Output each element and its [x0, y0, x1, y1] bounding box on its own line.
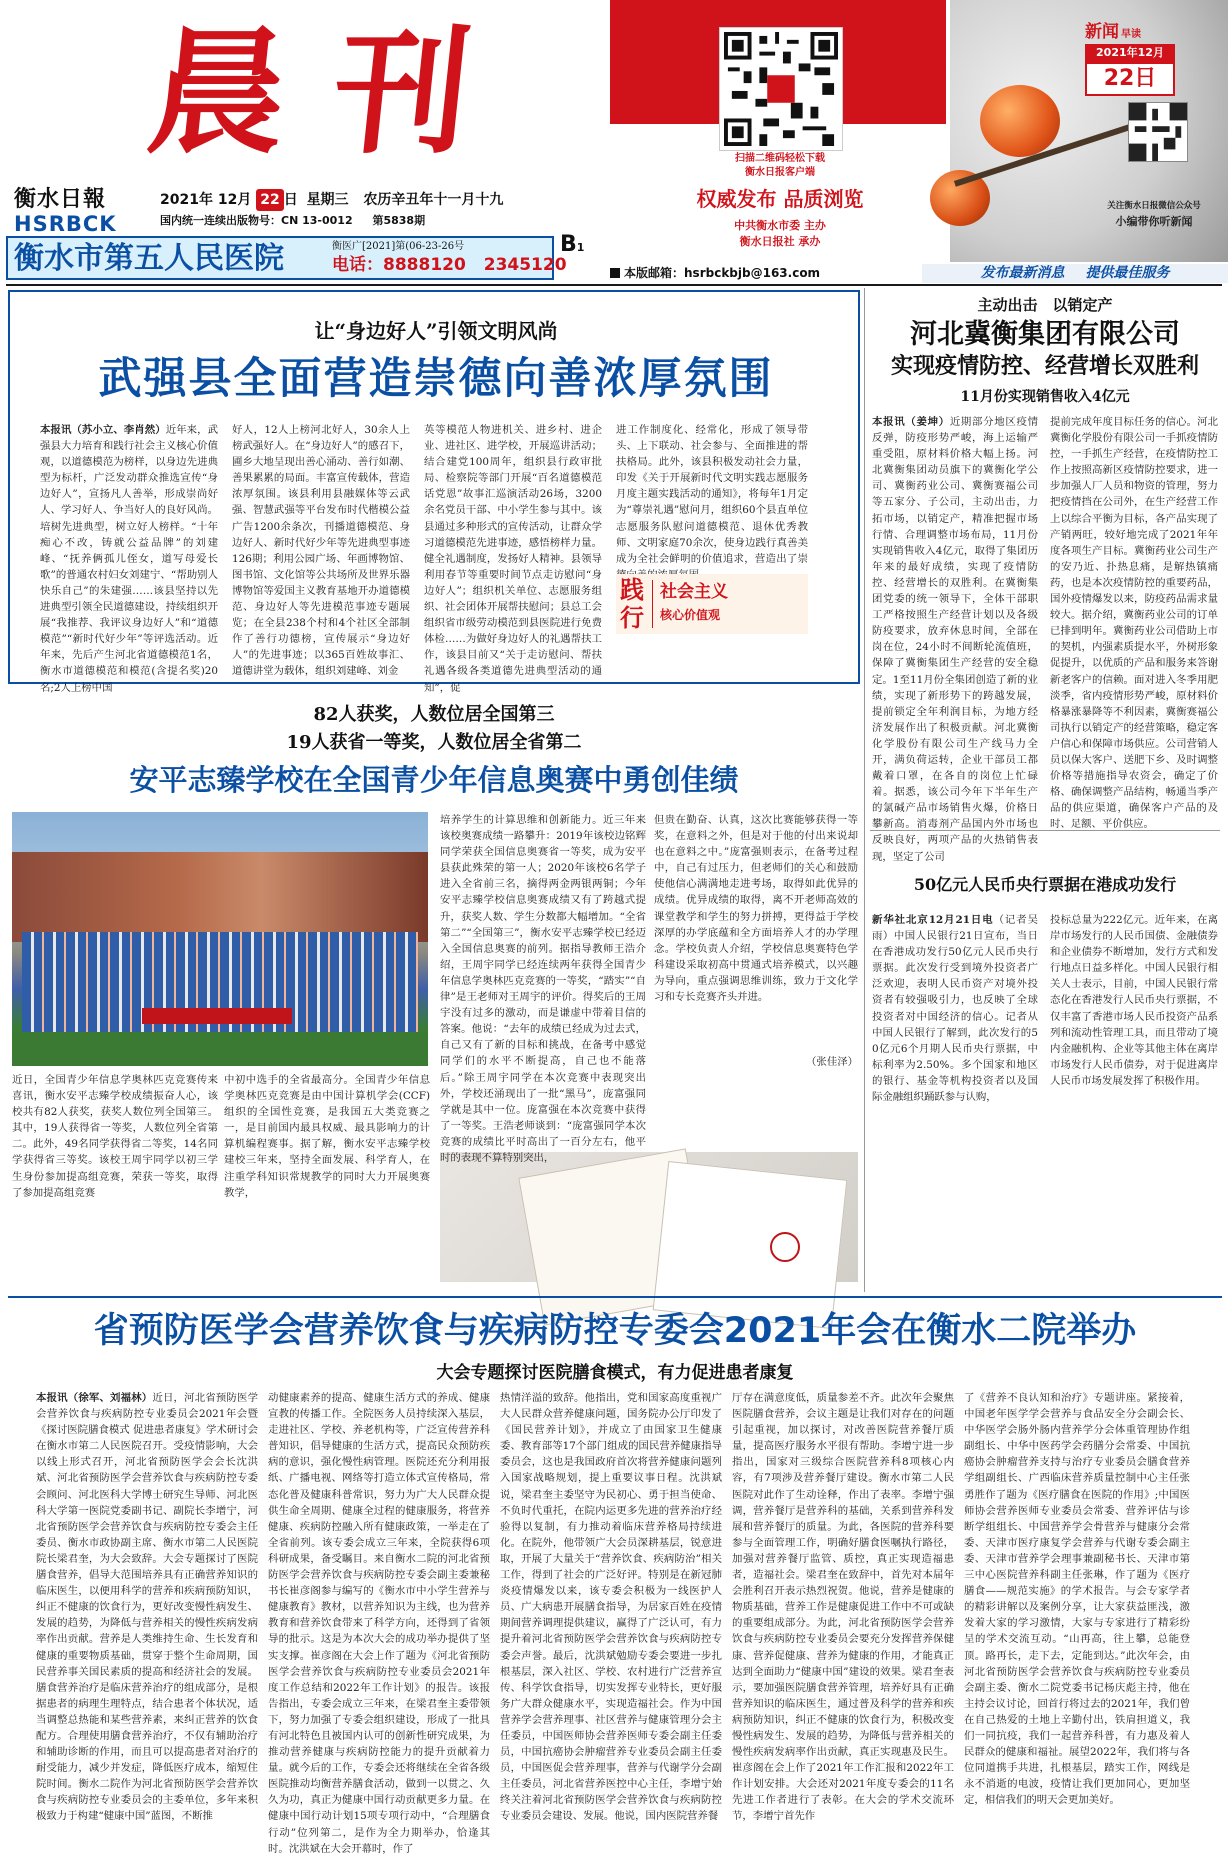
article1-col-4: 进工作制度化、经常化，形成了领导带头、上下联动、社会参与、全面推进的帮扶格局。此外，该县积极发动社会力量，印发《关于开展新时代文明实践志愿服务月度主题实践活动的通知》，将每年1月定为“尊崇礼遇”慰问月，组织60个县直单位志愿服务队慰问道德模范、退休优秀教师、文明家庭70余次，使身边践行真善美成为全社会鲜明的价值追求，营造出了崇	[616, 424, 808, 565]
promo-photo	[950, 0, 1228, 262]
article2-kicker: 主动出击 以销定产	[977, 296, 1113, 314]
article3-col-D: 但贵在勤奋、认真，这次比赛能够获得一等奖，在意料之外，但是对于他的付出来说却也在意料之中。”庞富强则表示，在备考过程中，自己有过压力，但老师们的关心和鼓励使他信心满满地走进考场，取得如此优异的成绩。优异成绩的取得，离不开老师高效的课堂教学和学生的努力拼搏，更得益于学校深厚的办学底蕴和全方面培养人才的办学理念。学校负责人介绍，学校信息奥赛特色学科建设采取初高中贯通式培养模式，以兴趣为导向，重点强调思维训练，致力于文化学习和专长竞赛齐头并进。	[654, 814, 858, 1004]
article-wuqiang	[8, 290, 860, 694]
divider-vertical	[864, 288, 865, 1292]
masthead-rule	[6, 284, 1222, 286]
hospital-ad	[6, 236, 567, 280]
promo-caption: 关注衡水日报微信公众号	[1107, 201, 1201, 211]
article5-lead: 本报讯（徐军、刘福林）	[36, 1392, 153, 1404]
qr-caption: 扫描二维码轻松下载 衡水日报客户端	[735, 153, 825, 178]
issue-number: 第5838期	[372, 214, 426, 227]
photo-credit: （张佳泽）	[806, 1056, 858, 1068]
article5-headline: 省预防医学会营养饮食与疾病防控专委会2021年会在衡水二院举办	[93, 1311, 1137, 1351]
date-month: 12	[217, 192, 238, 208]
date-year: 2021	[160, 192, 199, 208]
article3-col-B: 中初中选手的全省最高分。全国青少年信息学奥林匹克竞赛是由中国计算机学会(CCF)组织的全国性竞赛，是我国五大类竞赛之一，是目前国内最具权威、最具影响力的计算机编程赛事。据了解，衡水安平志臻学校建校三年来，坚持全面发展、科学育人，在注重学科知识常规教学的同时大力开展奥赛教学，	[224, 1074, 430, 1199]
promo-footer: 发布最新消息 提供最佳服务	[922, 264, 1228, 283]
photo-building	[12, 852, 428, 942]
hospital-name: 衡水市第五人民医院	[14, 241, 284, 276]
article2-headline-2: 实现疫情防控、经营增长双胜利	[890, 354, 1199, 379]
article5-subhead: 大会专题探讨医院膳食模式，有力促进患者康复	[436, 1363, 794, 1383]
article1-col-2: 好人，12人上榜河北好人，30余人上榜武强好人。在“身边好人”的感召下，圃乡大地呈现出善心涌动、善行如潮、善果累累的局面。丰富宣传载体，营造浓厚氛围。该县利用县融媒体等云武强、智慧武强等平台发布时代楷模公益广告1200余条次，刊播道德模范、身边好人、新时代好少年等先进典型事迹126期；利用公园广场、年画博物馆、图书馆、文化馆等公共场所及世界乐器博物馆等爱国主义教育基地开办道德模范、身边好人等先进模范事迹专题展览；在全县238个村和4个社区全部制作了善行功德榜，宣传展示“身边好人”的先进事迹；以365百姓故事汇、道德讲堂为载体，组织刘建峰、刘金	[232, 424, 410, 678]
article3-kicker-1: 82人获奖，人数位居全国第三	[313, 704, 555, 725]
paper-abbr: HSRBCK	[14, 212, 117, 236]
article-jiheng	[868, 290, 1222, 863]
article3-col-C: 培养学生的计算思维和创新能力。近三年来该校奥赛成绩一路攀升：2019年该校边铭辉同学荣获全国信息奥赛省一等奖，成为安平县获此殊荣的第一人；2020年该校6名学子进入全省前三名，摘得两金两银两铜；今年安平志臻学校信息奥赛成绩又有了跨越式提升，获奖人数、学生分数都大幅增加。“全省第二”“全国第三”，衡水安平志臻学校已经迈入全国信息奥赛的前列。据指导教师王浩介绍，王周宇同学已经连续两年获得全国青少年信息学奥林匹克竞赛的一等奖，“踏实”“自律”是王老师对王周宇的评价。得奖后的王周宇没有过多的激动，而是谦虚中带着目信的答案。他说：“去年的成绩已经成为过去式，自己又有了新的目标和挑战，在备考中感觉同学们的水平不断提高，自己也不能落后。”除王周宇同学在本次竞赛中表现突出外，学校还涌现出了一批“黑马”，庞富强同学就是其中一位。庞富强在本次竞赛中获得了一等奖。王浩老师谈到：“庞富强同学本次竞赛的成绩比平时高出了一百分左右，他平时的表现不算特别突出，	[440, 814, 646, 1164]
article4-headline: 50亿元人民币央行票据在港成功发行	[913, 875, 1177, 894]
award-group-photo	[12, 812, 428, 1066]
date-day: 22	[256, 189, 283, 211]
persimmon-fruit	[980, 85, 1060, 157]
article3-kicker-2: 19人获省一等奖，人数位居全省第二	[286, 732, 582, 753]
qr-pattern	[724, 32, 838, 146]
article5-col-1: 本报讯（徐军、刘福林）近日，河北省预防医学会营养饮食与疾病防控专业委员会2021年会暨《探讨医院膳食模式 促进患者康复》学术研讨会在衡水市第二人民医院召开。受疫情影响，大会以线上形式召开，河北省预防医学会会长沈洪斌、河北省预防医学会营养饮食与疾病防控专委会顾问、河北医科大学博士研究生导师、河北医科大学第一医院党委副书记、副院长李增宁，河北省预防医学会营养饮食与疾病防控专委会主任委员、衡水市政协副主席、衡水市第二人民医院院长梁君奎，为大会致辞。大会专题探讨了医院膳食营养，倡导大范围培养具有正确营养知识的临床医生，以便用科学的营养和疾病预防知识，纠正不健康的饮食行为，更好改变慢性病发生、发展的趋势，为降低与营养相关的慢性疾病发病率作出贡献。营养是人类维持生命、生长发育和健康的重要物质基础，贯穿于整个生命周期，国民营养事关国民素质的提高和经济社会的发展。膳食营养治疗是临床营养治疗的组成部分，是根据患者的病理生理特点，结合患者个体状况，适当调整总热能和某些营养素，来纠正营养的饮食配方。合理使用膳食营养治疗，不仅有辅助治疗和辅助诊断的作用，而且可以提高患者对治疗的耐受能力，减少并发症，降低医疗成本，缩短住院时间。衡水二院作为河北省预防医学会营养饮食与疾病防控专业委员会的主委单位，多年来积极致力于构建“健康中国”蓝图，不断推	[36, 1392, 259, 1823]
promo-qr-icon	[1128, 102, 1188, 162]
email-bullet-icon	[610, 268, 620, 278]
article2-col-1: 本报讯（姜坤）近期部分地区疫情反弹，防疫形势严峻，海上运输严重受阻，原材料价格大幅上扬。河北冀衡集团动员旗下的冀衡化学公司、冀衡药业公司、冀衡赛福公司等五家分、子公司，主动出击，力拓市场，以销定产，精准把握市场行情、合理调整市场布局，11月份实现销售收入4亿元，取得了集团历年来的最好成绩，实现了疫情防控、经营增长的双胜利。在冀衡集团党委的统一领导下，全体干部职工严格按照生产经营计划以及各级防疫要求，放弃休息时间，全部在岗在位，24小时不间断轮流值班，保障了冀衡集团生产经营的安全稳定。1至11月份全集团创造了新的业绩，实现了新形势下的跨越发展，提前锁定全年利润目标，为地方经济发展作出了积极贡献。河北冀衡化学股份有限公司生产线马力全开，满负荷运转，企业干部员工都戴着口罩，在各自的岗位上忙碌着。据悉，该公司今年下半年生产的氯碱产品市场销售火爆，价格日攀新高。消毒剂产品国内外市场也反映良好，两项产品的火热销售表现，坚定了公司	[872, 416, 1039, 863]
email-bar	[610, 264, 1228, 283]
divider-right-1	[870, 830, 1220, 831]
article5-col-4: 厅存在满意度低，质量参差不齐。此次年会聚焦医院膳食营养，会议主题是让我们对存在的问题引起重视，加以探讨，对改善医院营养餐厅质量，提高医疗服务水平很有帮助。李增宁进一步指出，国家对三级综合医院营养科8项核心内容，有7项涉及营养餐厅建设。衡水市第二人民医院对此作了生动诠释，作出了表率。李增宁强调，营养餐厅是营养科的基础，关系到营养科发展和营养餐厅的质量。为此，各医院的营养科要参与全面管理工作，明确好膳食医嘱执行路径，加强对营养餐厅监管、质控，真正实现造福患者，造福社会。梁君奎在致辞中，首先对本届年会胜利召开表示热烈祝贺。他说，营养是健康的物质基础，营养工作是健康促进工作中不可或缺的重要组成部分。为此，河北省预防医学会营养饮食与疾病防控专业委员会要充分发挥营养保健康、营养促健康、营养为健康的作用，才能真正达到全面助力“健康中国”建设的效果。梁君奎表示，要加强医院膳食营养管理，培养好具有正确营养知识的临床医生，通过普及科学的营养和疾病预防知识，纠正不健康的饮食行为，积极改变慢性病发生、发展的趋势，为降低与营养相关的慢性疾病发病率作出贡献，真正实现惠及民生。崔彦阁在会上作了2021年工作汇报和2022年工作计划安排。大会还对2021年度专委会的11名先进工作者进行了表彰。在大会的学术交流环节，李增宁首先作	[732, 1392, 954, 1823]
article2-col-2: 提前完成年度目标任务的信心。河北冀衡化学股份有限公司一手抓疫情防控，一手抓生产经营，在疫情防控工作上按照高新区疫情防控要求，进一步加强人厂人员和物资的管理，努力把疫情挡在公司外，在生产经营工作上以综合平衡为目标，各产品实现了产销两旺，较好地完成了2021年年度各项生产目标。冀衡药业公司生产的安乃近、扑热息痛，是解热镇痛药，也是本次疫情防控的重要药品，国外疫情爆发以来，防疫药品需求量较大。据介绍，冀衡药业公司的订单已排到明年。冀衡药业公司借助上市的契机，内强素质提水平，外树形象促提升，以优质的产品和服务来答谢新老客户的信赖。面对进入冬季用肥淡季，省内疫情形势严峻，原材料价格暴涨暴降等不利因素，冀衡赛福公司执行以销定产的经营策略，稳定客户信心和保障市场供应。公司营销人员以保大客户、送肥下乡、及时调整价格等措施指导农资会，确定了价格、确保调整产品结构，畅通当季产品的供应渠道，确保客户产品的及时、足额、平价供应。	[1050, 416, 1218, 831]
article4-col-1: 新华社北京12月21日电（记者吴雨）中国人民银行21日宣布，当日在香港成功发行50亿元人民币央行票据。此次发行受到境外投资者广泛欢迎，表明人民币资产对境外投资者有较强吸引力，也反映了全球投资者对中国经济的信心。记者从中国人民银行了解到，此次发行的50亿元6个月期人民币央行票据，中标利率为2.50%。多个国家和地区的银行、基金等机构投资者以及国际金融组织踊跃参与认购，	[872, 914, 1038, 1104]
qr-sponsor: 中共衡水市委 主办 衡水日报社 承办	[734, 219, 826, 248]
article1-kicker: 让“身边好人”引领文明风尚	[314, 319, 558, 343]
badge-line-2: 核心价值观	[660, 608, 721, 622]
badge-line-1: 社会主义	[660, 582, 728, 602]
date-line: 2021年 12月 22 日 星期三 农历辛丑年十一月十九	[160, 189, 580, 211]
article5-col-2: 动健康素养的提高、健康生活方式的养成、健康宣教的传播工作。全院医务人员持续深入基层，走进社区、学校、养老机构等，广泛宣传营养科普知识，倡导健康的生活方式，提高民众预防疾病的意识，强化慢性病管理。医院还充分利用报纸、广播电视、网络等打造立体式宣传格局，常态化普及健康科普常识，努力为广大人民群众提供生命全周期、健康全过程的健康服务，将营养健康、疾病防控融入所有健康政策，一举走在了全省前列。该专委会成立三年来，全院获得6项科研成果，备受瞩目。来自衡水二院的河北省预防医学会营养饮食与疾病防控专委会副主委兼秘书长崔彦阁参与编写的《衡水市中小学生营养与健康教育》教材，以营养知识为主线，也为营养教育和营养饮食带来了科学方向，还得到了省领导的批示。这是为本次大会的成功举办提供了坚实支撑。崔彦阁在大会上作了题为《河北省预防医学会营养饮食与疾病防控专业委员会2021年度工作总结和2022年工作计划》的报告。该报告指出，专委会成立三年来，在梁君奎主委带领下，努力加强了专委会组织建设，形成了一批具有河北特色且被国内认可的创新性研究成果，为推动营养健康与疾病防控能力的提升贡献着力量。就今后的工作，专委会还将继续在全省各级医院推动均衡营养膳食活动，做到一以贯之、久久为功，真正为健康中国行动贡献更多力量。在健康中国行动计划15项专项行动中，“合理膳食行动”位列第二，是作为全力期举办，恰逢其时。沈洪斌在大会开幕时，作了	[268, 1392, 490, 1855]
phone-1: 8888120	[383, 255, 466, 275]
article1-col-1: 本报讯（苏小立、李肖然）近年来，武强县大力培育和践行社会主义核心价值观，以道德模范为榜样，以身边先进典型为标杆，广泛发动群众推选宣传“身边好人”，宣扬凡人善举，形成崇尚好人、学习好人、争当好人的良好风尚。培树先进典型，树立好人榜样。“十年痴心不改，铸就公益品牌”的刘建峰、“抚养俩孤儿侄女，道写母爱长歌”的普通农村妇女刘建宁、“帮助别人快乐自己”的朱建强……该县坚持以先进典型引领全民道德建设，持续组织开展“我推荐、我评议身边好人”和“道德模范”“新时代好少年”等评选活动。近年来，先后产生河北省道德模范1名，衡水市道德模范和模范(含提名奖)20名;2人上榜中国	[40, 424, 219, 694]
qr-code-icon	[720, 28, 842, 150]
page-number: B1	[560, 232, 585, 257]
article-pboc	[868, 836, 1222, 1292]
certificate-photo	[440, 1152, 858, 1282]
article1-col-3: 英等模范人物进机关、进乡村、进企业、进社区、进学校，开展巡讲活动；结合建党100周年，组织县行政审批局、检察院等部门开展“百名道德模范话党恩”故事汇巡演活动26场，3200余名党员干部、中小学生参与其中。该县通过多种形式的宣传活动，让群众学习道德模范先进事迹，感悟榜样力量。健全礼遇制度，发扬好人精神。县领导利用春节等重要时间节点走访慰问“身边好人”；组织机关单位、志愿服务组织、社会团体开展帮扶慰问；县总工会组织省市级劳动模范到县医院进行免费体检……为做好身边好人的礼遇帮扶工作，该县目前又“关于走访慰问、帮扶礼遇各级各类道德先进典型活动的通知”，促	[424, 424, 602, 694]
promo-date: 2021年12月	[1085, 44, 1175, 62]
promo-caption-2: 小编带你听新闻	[1115, 215, 1193, 228]
photo-field	[12, 1032, 428, 1066]
phone-2: 2345120	[483, 255, 567, 275]
hospital-permit: 衡医广[2021]第(06-23-26号	[332, 241, 465, 252]
article1-headline: 武强县全面营造崇德向善浓厚氛围	[98, 354, 774, 404]
article-medical	[8, 1300, 1222, 1855]
promo-badge: 新闻 早读	[1085, 22, 1141, 42]
core-values-badge	[616, 574, 808, 634]
photo-banner	[142, 1008, 292, 1024]
masthead	[0, 0, 1228, 283]
article2-subhead: 11月份实现销售收入4亿元	[960, 389, 1130, 405]
weekday: 星期三	[306, 192, 349, 208]
badge-divider	[652, 580, 653, 628]
qr-block	[610, 0, 950, 262]
promo-day: 22日	[1085, 62, 1175, 96]
certificate-seal-icon	[770, 1232, 800, 1262]
article5-col-3: 热情洋溢的致辞。他指出，党和国家高度重视广大人民群众营养健康问题，国务院办公厅印发了《国民营养计划》，并成立了由国家卫生健康委、教育部等17个部门组成的国民营养健康指导委员会，这也是我国政府首次将营养健康问题列入国家战略规划，提上重要议事日程。沈洪斌说，梁君奎主委坚守为民初心、勇于担当使命、不负时代重托，在院内运更多先进的营养治疗经验得以复制，有力推动着临床营养格局持续进化。在院外，他带领广大会员深耕基层，锐意进取，开展了大量关于“营养饮食、疾病防治”相关工作，得到了社会的广泛好评。特别是在新冠肺炎疫情爆发以来，该专委会积极为一线医护人员、广大病患开展膳食指导，为居家百姓在疫情期间营养调理提供建议，赢得了广泛认可，有力提升着河北省预防医学会营养饮食与疾病防控专委会声誉。最后，沈洪斌勉励专委会要进一步扎根基层，深入社区、学校、农村进行广泛营养宣传、科学饮食指导，切实发挥专业特长，更好服务广大群众健康水平，实现造福社会。作为中国营养学会营养理事、社区营养与健康管理分会主任委员，中国医师协会营养医师专委会副主任委员，中国抗癌协会肿瘤营养专业委员会副主任委员，中国医促会营养理事，营养与代谢学分会副主任委员，河北省营养医控中心主任，李增宁始终关注着河北省预防医学会营养饮食与疾病防控专业委员会建设、发展。他说，国内医院营养餐	[500, 1392, 722, 1823]
badge-char-2: 行	[620, 603, 644, 632]
hospital-phone: 电话：8888120 2345120	[332, 255, 567, 275]
paper-name: 衡水日報	[14, 186, 107, 212]
page-email: 本版邮箱：hsrbckbjb@163.com	[624, 266, 821, 280]
masthead-title: 晨刊	[141, 13, 527, 173]
lunar-date: 农历辛丑年十一月十九	[363, 192, 504, 208]
article2-headline-1: 河北冀衡集团有限公司	[910, 319, 1180, 350]
qr-slogan: 权威发布 品质浏览	[696, 187, 864, 211]
divider-horizontal	[8, 1296, 1222, 1298]
article2-lead: 本报讯（姜坤）	[872, 416, 950, 428]
publication-number: 国内统一连续出版物号：CN 13-0012 第5838期	[160, 214, 426, 227]
article-anping	[8, 690, 860, 1290]
promo-qr-pattern	[1129, 103, 1187, 161]
paper-logo	[14, 186, 124, 236]
article3-col-A: 近日，全国青少年信息学奥林匹克竞赛传来喜讯，衡水安平志臻学校成绩振奋人心，该校共有82人获奖，获奖人数位列全国第三。其中，19人获得省一等奖，人数位列全省第二。此外，49名同学获得省二等奖，14名同学获得省三等奖。该校王周宇同学以初三学生身份参加提高组竞赛，荣获一等奖，取得了参加提高组竞赛	[12, 1074, 218, 1199]
article1-lead: 本报讯（苏小立、李肖然）	[40, 424, 166, 436]
article3-headline: 安平志臻学校在全国青少年信息奥赛中勇创佳绩	[129, 763, 739, 797]
badge-char-1: 践	[620, 575, 644, 604]
article4-col-2: 投标总量为222亿元。近年来，在离岸市场发行的人民币国债、金融债券和企业债券不断增加，发行方式和发行地点日益多样化。中国人民银行相关人士表示，目前，中国人民银行常态化在香港发行人民币央行票据，不仅丰富了香港市场人民币投资产品系列和流动性管理工具，而且带动了境内金融机构、企业等其他主体在离岸市场发行人民币债券，对于促进离岸人民币市场发展发挥了积极作用。	[1050, 914, 1218, 1087]
article5-col-5: 了《营养不良认知和治疗》专题讲座。紧接着，中国老年医学学会营养与食品安全分会副会长、中华医学会肠外肠内营养学分会体重管理协作组副组长、中华中医药学会药膳分会常委、中国抗癌协会肿瘤营养支持与治疗专业委员会膳食营养学组副组长、广西临床营养质量控制中心主任张勇胜作了题为《医疗膳食在医院的作用》;中国医师协会营养医师专业委员会常委、营养评估与诊断学组组长、中国营养学会骨营养与健康分会常委、天津市医疗康复学会营养与代谢专委会副主委、天津市营养学会理事兼副秘书长、天津市第三中心医院营养科副主任张琳，作了题为《医疗膳食——规范实施》的学术报告。与会专家学者的精彩讲解以及案例分享，让大家获益匪浅，激发着大家的学习激情，大家与专家进行了精彩纷呈的学术交流互动。“山再高，往上攀，总能登顶。路再长，走下去，定能到达。”此次年会，由河北省预防医学会营养饮食与疾病防控专业委员会副主委、衡水二院党委书记杨庆彪主持，他在主持会议讨论，回首行将过去的2021年，我们曾在自己热爱的土地上辛勤付出，铁肩担道义，我们一同抗疫，我们一起营养科普，有力惠及着人民群众的健康和福祉。展望2022年，我们将与各位同道携手共进，扎根基层，踏实工作，网线是永不消逝的电波，疫情让我们更加同心，更加坚定，相信我们的明天会更加美好。	[964, 1392, 1190, 1807]
article4-lead: 新华社北京12月21日电	[872, 914, 994, 926]
